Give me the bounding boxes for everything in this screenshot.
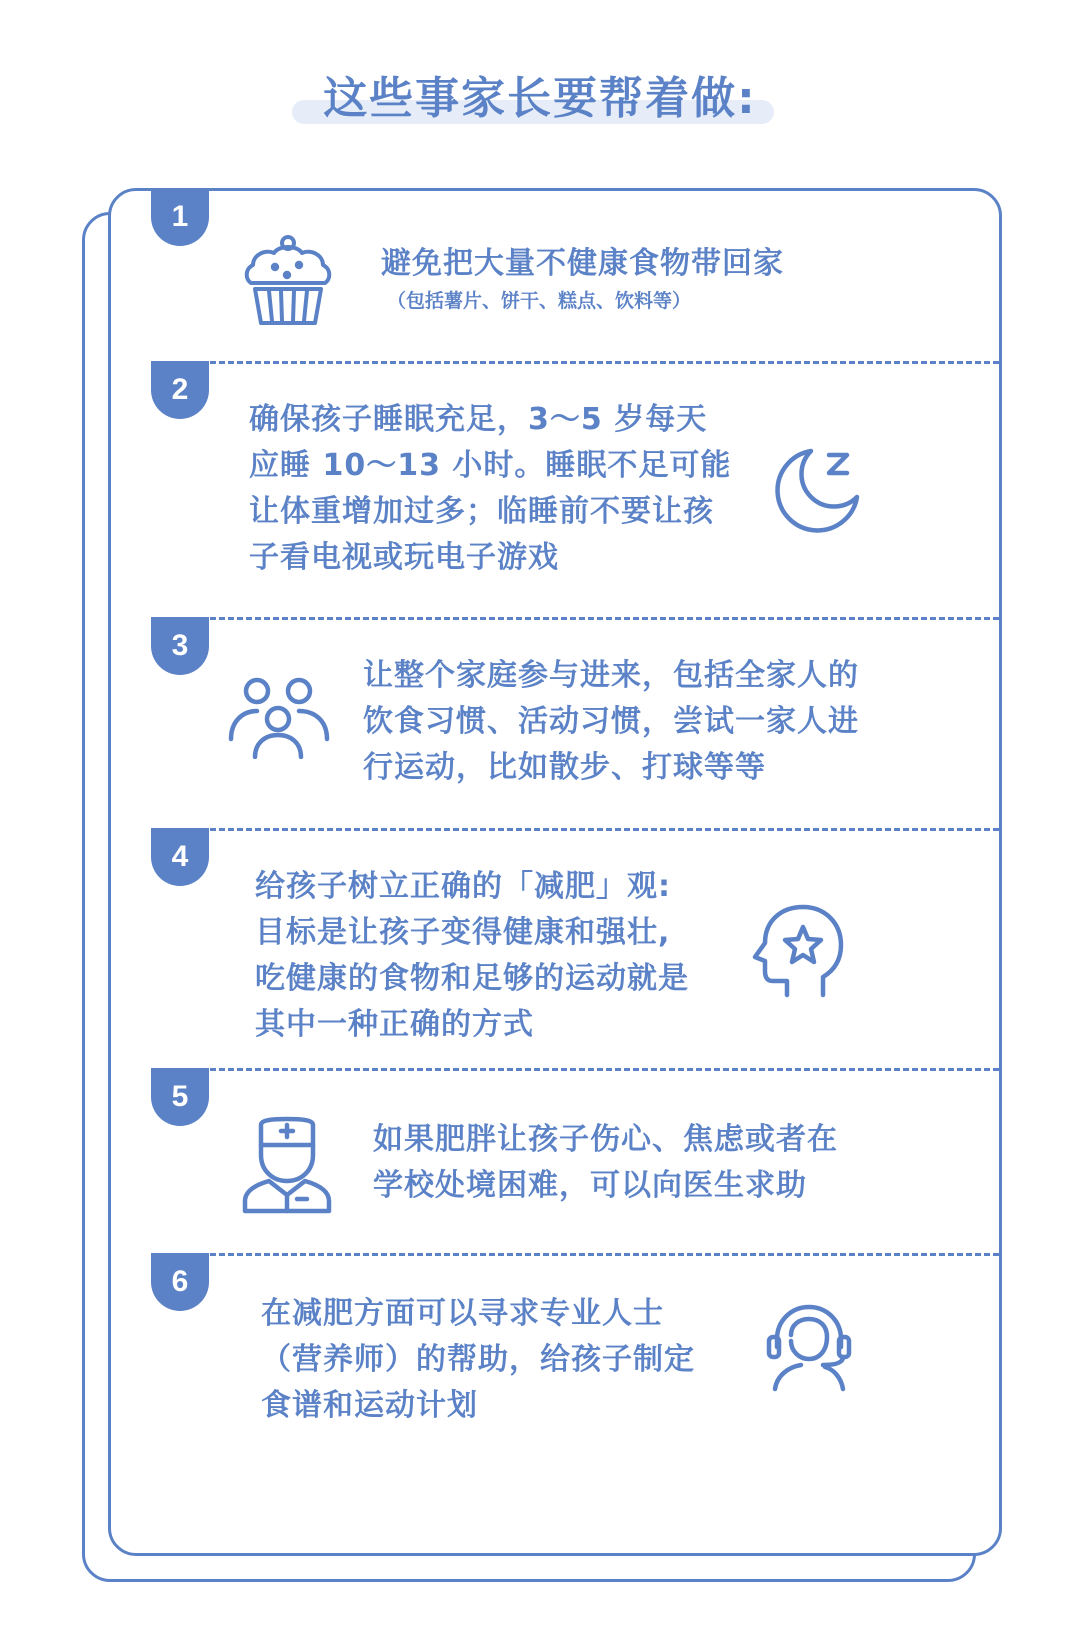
tip-note-1: （包括薯片、饼干、糕点、饮料等） — [387, 290, 692, 312]
tip-line: 行运动，比如散步、打球等等 — [363, 750, 766, 785]
tip-text-2 — [249, 397, 731, 581]
tip-line: 让体重增加过多；临睡前不要让孩 — [249, 494, 714, 529]
tip-line: （营养师）的帮助，给孩子制定 — [261, 1342, 695, 1377]
moon-sleep-icon — [771, 441, 867, 537]
section-divider — [201, 828, 999, 831]
tip-line: 应睡 10～13 小时。睡眠不足可能 — [249, 448, 732, 483]
tip-line: 学校处境困难，可以向医生求助 — [373, 1168, 807, 1203]
tip-line: 如果肥胖让孩子伤心、焦虑或者在 — [373, 1122, 838, 1157]
page-title: 这些事家长要帮着做: — [323, 73, 757, 124]
number-badge-2: 2 — [151, 361, 209, 419]
doctor-icon — [241, 1115, 333, 1215]
tips-card — [108, 188, 1002, 1556]
tip-text-3 — [363, 653, 859, 791]
number-badge-1: 1 — [151, 188, 209, 246]
family-icon — [227, 677, 331, 759]
tip-text-6 — [261, 1291, 695, 1429]
tip-text-4 — [255, 864, 689, 1048]
cupcake-icon — [241, 231, 335, 331]
tip-line: 给孩子树立正确的「减肥」观: — [255, 869, 671, 904]
number-badge-4: 4 — [151, 828, 209, 886]
tip-line: 避免把大量不健康食物带回家 — [381, 246, 784, 281]
tip-line: 目标是让孩子变得健康和强壮, — [255, 915, 671, 950]
tip-line: 饮食习惯、活动习惯，尝试一家人进 — [363, 704, 859, 739]
tip-text-1 — [381, 241, 784, 287]
section-divider — [201, 617, 999, 620]
section-divider — [201, 1068, 999, 1071]
tip-line: 让整个家庭参与进来，包括全家人的 — [363, 658, 859, 693]
tip-line: 其中一种正确的方式 — [255, 1007, 534, 1042]
section-divider — [201, 361, 999, 364]
tip-text-5 — [373, 1117, 838, 1209]
title-area — [0, 62, 1080, 126]
head-star-icon — [747, 901, 847, 1001]
tip-line: 子看电视或玩电子游戏 — [249, 540, 559, 575]
number-badge-3: 3 — [151, 617, 209, 675]
tip-line: 在减肥方面可以寻求专业人士 — [261, 1296, 664, 1331]
tip-line: 确保孩子睡眠充足，3～5 岁每天 — [249, 402, 708, 437]
number-badge-5: 5 — [151, 1068, 209, 1126]
number-badge-6: 6 — [151, 1253, 209, 1311]
headset-support-icon — [763, 1301, 855, 1393]
tip-line: 食谱和运动计划 — [261, 1388, 478, 1423]
section-divider — [201, 1253, 999, 1256]
tip-line: 吃健康的食物和足够的运动就是 — [255, 961, 689, 996]
